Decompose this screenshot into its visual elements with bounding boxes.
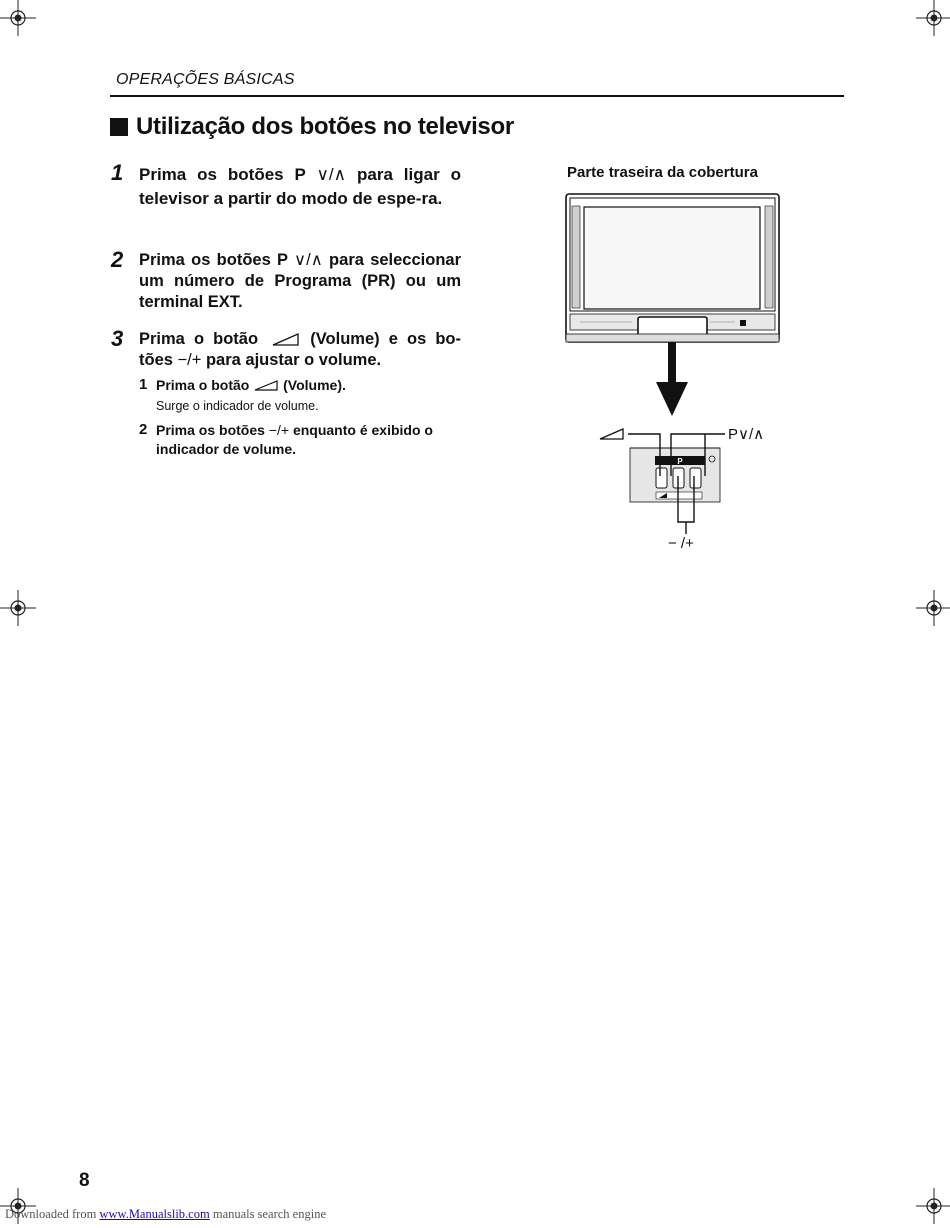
registration-mark-icon [916, 590, 950, 626]
label-program: P∨/∧ [728, 426, 765, 443]
manualslib-link[interactable]: www.Manualslib.com [99, 1207, 210, 1221]
square-bullet-icon [110, 118, 128, 136]
footer: Downloaded from www.Manualslib.com manuals search engine [5, 1207, 326, 1221]
registration-mark-icon [916, 0, 950, 36]
step-text: Prima os botões P ∨/∧ para seleccionar um número de Programa (PR) ou um terminal EXT. [139, 251, 461, 311]
substep-number: 2 [139, 421, 148, 438]
volume-icon [600, 429, 623, 439]
title-text: Utilização dos botões no televisor [136, 113, 514, 140]
step-number: 1 [111, 160, 124, 185]
registration-mark-icon [0, 590, 36, 626]
section-header: OPERAÇÕES BÁSICAS [116, 71, 295, 88]
step-number: 2 [111, 247, 124, 272]
svg-text:P: P [677, 457, 683, 466]
substep-number: 1 [139, 376, 148, 393]
step-number: 3 [111, 326, 124, 351]
registration-mark-icon [0, 0, 36, 36]
page-title [110, 113, 514, 141]
header-rule [110, 95, 844, 97]
arrow-down-icon [656, 342, 688, 416]
step-text: Prima os botões P ∨/∧ para ligar o televisor a partir do modo de espe-ra. [139, 165, 461, 208]
volume-icon [267, 333, 301, 347]
registration-mark-icon [916, 1188, 950, 1224]
substep-note: Surge o indicador de volume. [156, 399, 319, 413]
substep-text: Prima o botão (Volume). [156, 377, 346, 393]
step-text: Prima o botão (Volume) e os bo-tões −/+ para ajustar o volume. [139, 330, 461, 369]
volume-icon [253, 380, 279, 392]
tv-illustration [566, 194, 779, 342]
substep-text: Prima os botões −/+ enquanto é exibido o indicador de volume. [156, 422, 433, 457]
control-panel [630, 448, 720, 502]
figure-caption: Parte traseira da cobertura [567, 164, 758, 181]
tv-diagram [560, 186, 790, 556]
page-number: 8 [79, 1170, 90, 1191]
label-volume-adjust: − /+ [668, 535, 694, 552]
